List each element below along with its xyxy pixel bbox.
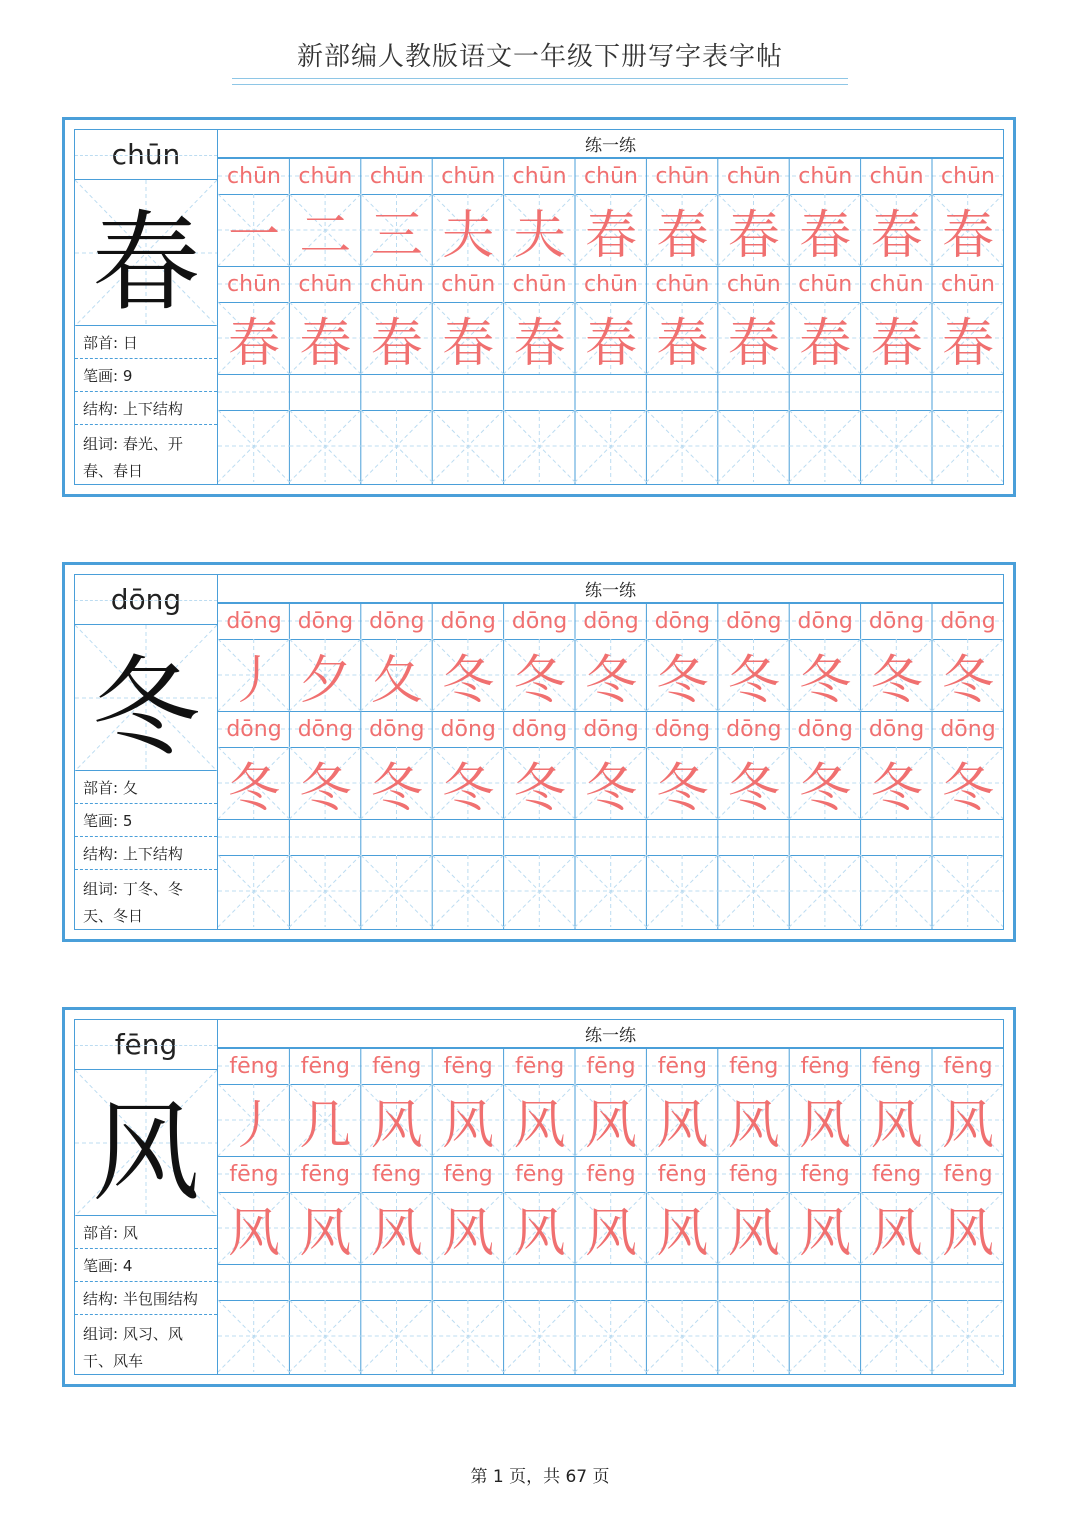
practice-pinyin: fēng [943,1161,993,1187]
practice-pinyin: fēng [800,1053,850,1079]
practice-pinyin: chūn [227,271,281,297]
stroke-order-step: 春 [584,205,637,266]
tracing-character: 春 [941,313,994,374]
stroke-order-step: 几 [299,1095,352,1156]
practice-grid [218,130,1003,484]
practice-pinyin: fēng [300,1161,350,1187]
practice-pinyin: chūn [798,163,853,189]
tracing-character: 风 [584,1203,637,1264]
stroke-order-step: 夫 [513,205,566,266]
tracing-character: 冬 [584,758,637,819]
blank-writing-cell[interactable] [718,1300,789,1372]
tracing-character: 冬 [370,758,423,819]
character-info-panel [75,575,218,929]
card-frame [74,1019,1004,1375]
practice-pinyin: fēng [586,1053,636,1079]
practice-pinyin: dōng [940,716,996,742]
blank-writing-cell[interactable] [932,1300,1003,1372]
stroke-order-step: 春 [727,205,780,266]
stroke-order-step: 风 [870,1095,923,1156]
blank-writing-cell[interactable] [861,1300,932,1372]
tracing-character: 风 [299,1203,352,1264]
tracing-character: 风 [227,1203,280,1264]
practice-pinyin: dōng [797,608,853,634]
blank-writing-cell[interactable] [361,1300,432,1372]
tracing-character: 风 [727,1203,780,1264]
stroke-count-info: 笔画: 9 [75,359,217,392]
stroke-order-step: 夂 [370,650,423,711]
model-pinyin: dōng [75,575,217,625]
tracing-character: 风 [656,1203,709,1264]
blank-writing-cell[interactable] [218,855,289,927]
practice-pinyin: chūn [512,163,567,189]
practice-pinyin: dōng [297,608,354,634]
model-character: 冬 [91,645,200,771]
model-pinyin: fēng [75,1020,217,1070]
blank-writing-cell[interactable] [861,855,932,927]
tracing-character: 风 [799,1203,852,1264]
blank-writing-cell[interactable] [218,1300,289,1372]
radical-info: 部首: 日 [75,326,217,359]
practice-pinyin: fēng [729,1053,779,1079]
stroke-order-step: 风 [941,1095,994,1156]
practice-pinyin: fēng [871,1053,922,1079]
character-info-panel [75,1020,218,1374]
tracing-character: 风 [370,1203,423,1264]
practice-pinyin: dōng [440,608,496,634]
stroke-order-step: 二 [299,205,352,266]
stroke-order-step: 三 [370,205,423,266]
stroke-count-info: 笔画: 5 [75,804,217,837]
stroke-order-step: 春 [941,205,994,266]
model-character: 春 [91,200,200,326]
practice-pinyin: fēng [657,1161,707,1187]
practice-pinyin: chūn [941,271,995,297]
stroke-order-step: 春 [799,205,852,266]
practice-pinyin: fēng [372,1161,422,1187]
practice-pinyin: chūn [726,271,781,297]
blank-writing-cell[interactable] [432,855,503,927]
blank-writing-cell[interactable] [432,1300,503,1372]
tracing-character: 春 [370,313,423,374]
blank-writing-cell[interactable] [789,410,860,482]
practice-pinyin: dōng [440,716,496,742]
tracing-character: 冬 [227,758,280,819]
stroke-order-step: 风 [513,1095,566,1156]
stroke-order-step: 风 [799,1095,852,1156]
stroke-order-step: 风 [584,1095,637,1156]
practice-pinyin: chūn [441,271,496,297]
practice-pinyin: dōng [511,716,568,742]
radical-info: 部首: 风 [75,1216,217,1249]
stroke-order-step: 冬 [584,650,637,711]
tracing-character: 冬 [513,758,566,819]
stroke-order-step: 冬 [799,650,852,711]
blank-writing-cell[interactable] [361,410,432,482]
word-examples: 组词: 丁冬、冬天、冬日 [83,880,183,925]
model-character-box [75,625,217,771]
structure-info: 结构: 上下结构 [75,837,217,870]
practice-pinyin: fēng [372,1053,422,1079]
blank-writing-cell[interactable] [861,410,932,482]
card-frame [74,129,1004,485]
practice-pinyin: chūn [227,163,281,189]
structure-info: 结构: 半包围结构 [75,1282,217,1315]
practice-pinyin: chūn [655,163,710,189]
blank-writing-cell[interactable] [289,410,360,482]
practice-grid [218,575,1003,929]
practice-pinyin: dōng [654,608,711,634]
stroke-order-step: 风 [656,1095,709,1156]
practice-pinyin: fēng [229,1161,279,1187]
character-info-panel [75,130,218,484]
stroke-order-step: 风 [370,1095,423,1156]
blank-writing-cell[interactable] [504,855,575,927]
practice-pinyin: dōng [369,716,425,742]
word-examples: 组词: 春光、开春、春日 [83,435,183,480]
blank-writing-cell[interactable] [789,855,860,927]
card-frame [74,574,1004,930]
tracing-character: 冬 [870,758,923,819]
practice-pinyin: dōng [868,716,925,742]
practice-pinyin: dōng [654,716,711,742]
practice-pinyin: dōng [511,608,568,634]
practice-grid [218,1020,1003,1374]
tracing-character: 春 [656,313,709,374]
practice-pinyin: chūn [512,271,567,297]
practice-pinyin: fēng [943,1053,993,1079]
practice-pinyin: chūn [798,271,853,297]
practice-pinyin: dōng [726,716,782,742]
model-character: 风 [91,1090,200,1216]
tracing-character: 冬 [799,758,852,819]
practice-pinyin: fēng [800,1161,850,1187]
practice-pinyin: chūn [298,271,353,297]
stroke-order-step: 冬 [442,650,495,711]
practice-header: 练一练 [218,1020,1003,1048]
tracing-character: 春 [299,313,352,374]
tracing-character: 春 [799,313,852,374]
practice-pinyin: dōng [226,608,282,634]
practice-pinyin: dōng [583,716,639,742]
practice-pinyin: chūn [726,163,781,189]
tracing-character: 风 [870,1203,923,1264]
stroke-order-step: 冬 [941,650,994,711]
practice-pinyin: dōng [297,716,354,742]
tracing-character: 风 [442,1203,495,1264]
stroke-order-step: 丿 [227,650,280,711]
practice-pinyin: dōng [226,716,282,742]
structure-info: 结构: 上下结构 [75,392,217,425]
stroke-order-step: 冬 [513,650,566,711]
tracing-character: 冬 [941,758,994,819]
blank-writing-cell[interactable] [646,1300,717,1372]
stroke-order-step: 夕 [299,650,352,711]
practice-pinyin: chūn [869,163,924,189]
stroke-count-info: 笔画: 4 [75,1249,217,1282]
blank-writing-cell[interactable] [932,855,1003,927]
blank-writing-cell[interactable] [504,410,575,482]
practice-pinyin: chūn [941,163,995,189]
radical-info: 部首: 夂 [75,771,217,804]
practice-header: 练一练 [218,130,1003,158]
blank-writing-cell[interactable] [575,410,646,482]
practice-pinyin: chūn [441,163,496,189]
tracing-character: 冬 [442,758,495,819]
character-card-2 [62,1007,1016,1387]
practice-pinyin: fēng [514,1161,565,1187]
practice-pinyin: dōng [369,608,425,634]
stroke-order-step: 冬 [727,650,780,711]
practice-header: 练一练 [218,575,1003,603]
practice-pinyin: chūn [655,271,710,297]
stroke-order-step: 丿 [227,1095,280,1156]
practice-pinyin: dōng [726,608,782,634]
practice-pinyin: fēng [443,1053,493,1079]
tracing-character: 春 [584,313,637,374]
practice-pinyin: chūn [869,271,924,297]
practice-pinyin: fēng [300,1053,350,1079]
practice-pinyin: fēng [514,1053,565,1079]
tracing-character: 春 [727,313,780,374]
stroke-order-step: 冬 [656,650,709,711]
blank-writing-cell[interactable] [718,410,789,482]
blank-writing-cell[interactable] [575,855,646,927]
blank-writing-cell[interactable] [432,410,503,482]
stroke-order-step: 一 [227,205,280,266]
stroke-order-step: 夫 [442,205,495,266]
practice-pinyin: chūn [584,163,638,189]
practice-pinyin: fēng [657,1053,707,1079]
tracing-character: 春 [513,313,566,374]
blank-writing-cell[interactable] [718,855,789,927]
blank-writing-cell[interactable] [289,855,360,927]
tracing-character: 冬 [727,758,780,819]
tracing-character: 冬 [656,758,709,819]
title-underline-double [232,84,848,85]
stroke-order-step: 风 [442,1095,495,1156]
stroke-order-step: 风 [727,1095,780,1156]
blank-writing-cell[interactable] [646,410,717,482]
practice-pinyin: dōng [583,608,639,634]
model-character-box [75,180,217,326]
blank-writing-cell[interactable] [361,855,432,927]
character-card-0 [62,117,1016,497]
practice-pinyin: chūn [584,271,638,297]
practice-pinyin: dōng [868,608,925,634]
practice-pinyin: fēng [586,1161,636,1187]
model-character-box [75,1070,217,1216]
practice-pinyin: fēng [443,1161,493,1187]
stroke-order-step: 冬 [870,650,923,711]
tracing-character: 春 [227,313,280,374]
stroke-order-step: 春 [656,205,709,266]
stroke-order-step: 春 [870,205,923,266]
blank-writing-cell[interactable] [575,1300,646,1372]
practice-pinyin: chūn [369,271,424,297]
blank-writing-cell[interactable] [289,1300,360,1372]
blank-writing-cell[interactable] [646,855,717,927]
tracing-character: 风 [513,1203,566,1264]
practice-pinyin: fēng [871,1161,922,1187]
model-pinyin: chūn [75,130,217,180]
practice-pinyin: chūn [369,163,424,189]
tracing-character: 春 [870,313,923,374]
practice-pinyin: dōng [797,716,853,742]
tracing-character: 春 [442,313,495,374]
blank-writing-cell[interactable] [504,1300,575,1372]
tracing-character: 冬 [299,758,352,819]
tracing-character: 风 [941,1203,994,1264]
practice-pinyin: fēng [729,1161,779,1187]
word-examples: 组词: 风习、风干、风车 [83,1325,183,1370]
title-underline [232,78,848,79]
blank-writing-cell[interactable] [789,1300,860,1372]
practice-pinyin: fēng [229,1053,279,1079]
practice-pinyin: dōng [940,608,996,634]
page-footer: 第 1 页，共 67 页 [470,1467,610,1487]
practice-pinyin: chūn [298,163,353,189]
document-title: 新部编人教版语文一年级下册写字表字帖 [296,42,783,72]
character-card-1 [62,562,1016,942]
blank-writing-cell[interactable] [932,410,1003,482]
blank-writing-cell[interactable] [218,410,289,482]
